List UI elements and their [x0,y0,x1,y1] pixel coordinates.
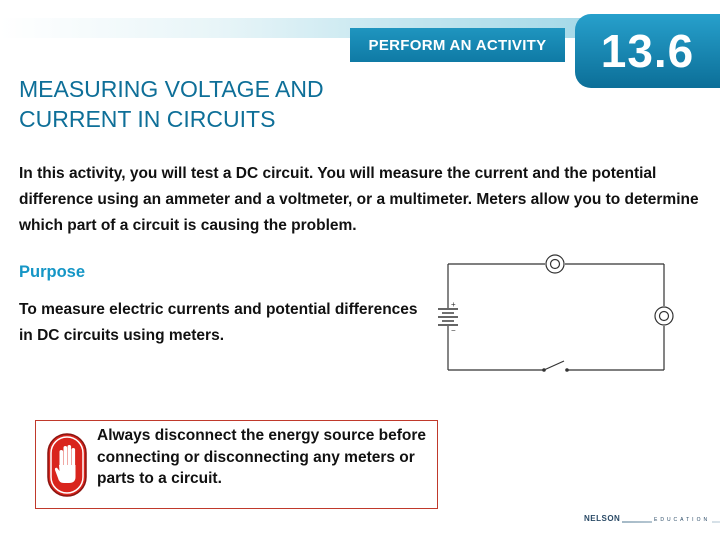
switch-contact-left [542,368,546,372]
switch-contact-right [565,368,569,372]
activity-number: 13.6 [600,25,695,77]
safety-warning-box [35,420,438,509]
battery-minus: − [451,326,456,335]
circuit-diagram [430,250,675,380]
purpose-text: To measure electric currents and potential differences in DC circuits using meters. [19,301,418,344]
lamp-top-inner [551,260,560,269]
stop-hand-icon [47,433,87,497]
activity-banner [350,28,565,62]
publisher-logo [582,511,720,535]
intro-paragraph: In this activity, you will test a DC circuit. You will measure the current and the potential difference using an ammeter and a voltmeter, or a multimeter. Meters allow you to determine which part of a circuit is causing the problem. [19,165,699,234]
lamp-right-outer [655,307,673,325]
lamp-right-inner [660,312,669,321]
purpose-heading: Purpose [19,263,86,281]
activity-banner-label: PERFORM AN ACTIVITY [368,36,547,54]
battery-icon [438,309,458,325]
battery-plus: + [451,300,456,309]
logo-subtitle: EDUCATION [654,517,711,523]
lamp-top-outer [546,255,564,273]
page-title: MEASURING VOLTAGE AND CURRENT IN CIRCUITS [19,76,324,132]
activity-number-badge [575,14,720,88]
warning-text: Always disconnect the energy source before connecting or disconnecting any meters or parts to a circuit. [97,427,427,487]
switch-lever [544,361,564,370]
logo-wordmark: NELSON [584,514,621,523]
